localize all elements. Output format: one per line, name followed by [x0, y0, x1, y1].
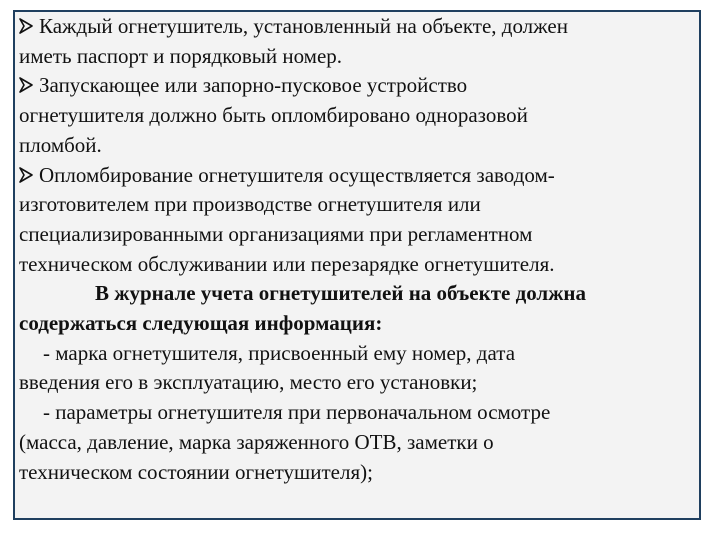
bold-text-line: В журнале учета огнетушителей на объекте должна: [95, 281, 587, 306]
text-line: техническом обслуживании или перезарядке огнетушителя.: [19, 251, 555, 276]
text-line: - параметры огнетушителя при первоначальном осмотре: [43, 400, 551, 425]
bold-paragraph: [19, 279, 699, 338]
text-line: [19, 71, 699, 101]
bullet-text: Запускающее или запорно-пусковое устройство: [39, 73, 468, 98]
arrow-check-bullet-icon: [19, 167, 33, 183]
text-line: - марка огнетушителя, присвоенный ему номер, дата: [43, 340, 516, 365]
text-line: изготовителем при производстве огнетушителя или: [19, 192, 481, 217]
bullet-paragraph: [19, 161, 699, 280]
text-line: техническом состоянии огнетушителя);: [19, 459, 373, 484]
arrow-check-bullet-icon: [19, 18, 33, 34]
bullet-paragraph: [19, 12, 699, 71]
text-line: [19, 12, 699, 42]
text-line: иметь паспорт и порядковый номер.: [19, 43, 343, 68]
arrow-check-bullet-icon: [19, 77, 33, 93]
bullet-text: Опломбирование огнетушителя осуществляется заводом-: [39, 162, 555, 187]
bullet-text: Каждый огнетушитель, установленный на объекте, должен: [39, 14, 568, 38]
text-line: введения его в эксплуатацию, место его установки;: [19, 370, 478, 395]
text-line: специализированными организациями при регламентном: [19, 221, 533, 246]
bold-text-line: содержаться следующая информация:: [19, 311, 383, 336]
text-line: огнетушителя должно быть опломбировано одноразовой: [19, 103, 528, 128]
text-line: пломбой.: [19, 132, 102, 157]
text-line: [19, 161, 699, 191]
text-line: (масса, давление, марка заряженного ОТВ, заметки о: [19, 429, 494, 454]
dash-list-item: [19, 398, 699, 487]
dash-list-item: [19, 339, 699, 398]
bullet-paragraph: [19, 71, 699, 160]
slide-content: [19, 12, 699, 487]
